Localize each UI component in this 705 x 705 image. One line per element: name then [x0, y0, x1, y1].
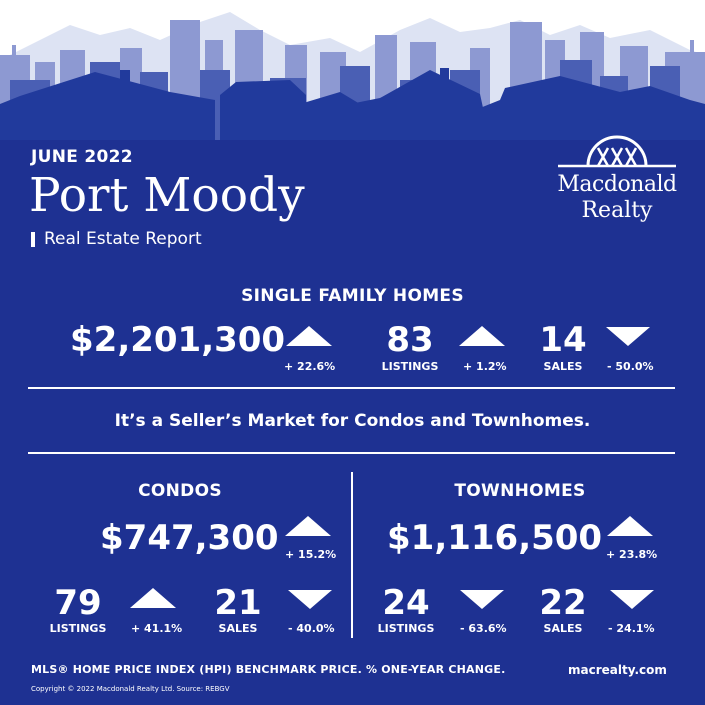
- logo-wordmark-line1: Macdonald: [557, 172, 677, 197]
- logo-wordmark-line2: Realty: [581, 198, 653, 223]
- footer-note: MLS® HOME PRICE INDEX (HPI) BENCHMARK PRICE. % ONE-YEAR CHANGE.: [31, 663, 506, 676]
- down-arrow-icon: [606, 327, 650, 346]
- condos-listings-change: + 41.1%: [131, 622, 183, 635]
- logo-emblem-icon: [552, 128, 682, 172]
- macdonald-realty-logo: [552, 128, 682, 228]
- up-arrow-icon: [286, 326, 332, 346]
- single-family-sales-change: - 50.0%: [607, 360, 654, 373]
- single-family-title: SINGLE FAMILY HOMES: [241, 286, 464, 306]
- report-subtitle: Real Estate Report: [44, 229, 202, 249]
- up-arrow-icon: [285, 516, 331, 536]
- townhomes-listings-label: LISTINGS: [377, 622, 435, 635]
- single-family-listings-count: 83: [386, 320, 434, 360]
- up-arrow-icon: [459, 326, 505, 346]
- market-message: It’s a Seller’s Market for Condos and Townhomes.: [114, 411, 591, 431]
- condos-sales-label: SALES: [218, 622, 258, 635]
- condos-listings-label: LISTINGS: [49, 622, 107, 635]
- single-family-sales-label: SALES: [543, 360, 583, 373]
- divider-middle: [28, 452, 675, 454]
- single-family-sales-count: 14: [539, 320, 587, 360]
- single-family-listings-label: LISTINGS: [381, 360, 439, 373]
- divider-vertical: [351, 472, 353, 638]
- townhomes-sales-label: SALES: [543, 622, 583, 635]
- up-arrow-icon: [130, 588, 176, 608]
- townhomes-listings-count: 24: [382, 583, 430, 623]
- up-arrow-icon: [607, 516, 653, 536]
- townhomes-price: $1,116,500: [387, 518, 603, 558]
- townhomes-listings-change: - 63.6%: [460, 622, 507, 635]
- down-arrow-icon: [610, 590, 654, 609]
- copyright-notice: Copyright © 2022 Macdonald Realty Ltd. Source: REBGV: [31, 685, 230, 693]
- condos-price: $747,300: [100, 518, 279, 558]
- single-family-price: $2,201,300: [70, 320, 286, 360]
- website-link[interactable]: macrealty.com: [568, 663, 667, 677]
- report-month: JUNE 2022: [31, 147, 133, 167]
- city-skyline-illustration: [0, 0, 705, 140]
- city-title: Port Moody: [29, 168, 305, 223]
- condos-price-change: + 15.2%: [285, 548, 337, 561]
- single-family-listings-change: + 1.2%: [463, 360, 507, 373]
- condos-sales-change: - 40.0%: [288, 622, 335, 635]
- condos-listings-count: 79: [54, 583, 102, 623]
- down-arrow-icon: [460, 590, 504, 609]
- townhomes-title: TOWNHOMES: [454, 481, 586, 501]
- townhomes-sales-change: - 24.1%: [608, 622, 655, 635]
- down-arrow-icon: [288, 590, 332, 609]
- townhomes-sales-count: 22: [539, 583, 587, 623]
- townhomes-price-change: + 23.8%: [606, 548, 658, 561]
- subtitle-bar: [31, 232, 35, 247]
- condos-title: CONDOS: [138, 481, 222, 501]
- condos-sales-count: 21: [214, 583, 262, 623]
- divider-top: [28, 387, 675, 389]
- single-family-price-change: + 22.6%: [284, 360, 336, 373]
